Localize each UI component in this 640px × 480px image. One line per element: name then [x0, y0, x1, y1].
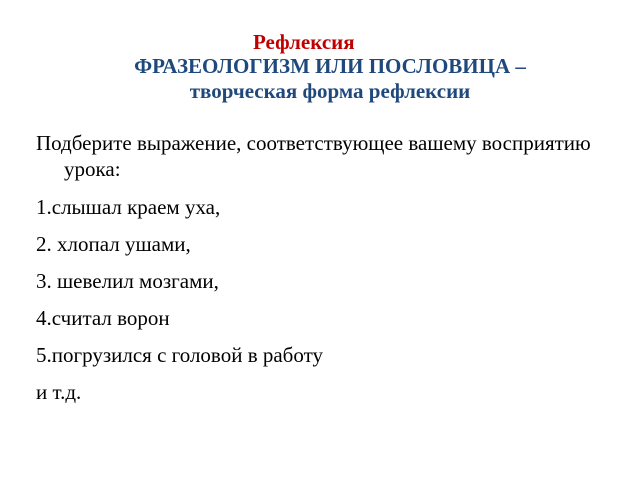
list-item: 5.погрузился с головой в работу: [36, 343, 323, 367]
slide-header: [40, 30, 620, 104]
list-item: 2. хлопал ушами,: [36, 232, 191, 256]
list-item: 1.слышал краем уха,: [36, 195, 221, 219]
intro-text: Подберите выражение, соответствующее вашему восприятию урока:: [36, 131, 591, 181]
slide-subtitle-line-1: ФРАЗЕОЛОГИЗМ ИЛИ ПОСЛОВИЦА –: [134, 54, 526, 78]
list-item: 4.считал ворон: [36, 306, 170, 330]
slide-body: [36, 130, 626, 416]
list-item: 3. шевелил мозгами,: [36, 269, 219, 293]
slide-title: Рефлексия: [253, 30, 355, 54]
slide-subtitle-line-2: творческая форма рефлексии: [189, 79, 471, 103]
list-item: и т.д.: [36, 380, 82, 404]
expression-list: [36, 194, 626, 405]
